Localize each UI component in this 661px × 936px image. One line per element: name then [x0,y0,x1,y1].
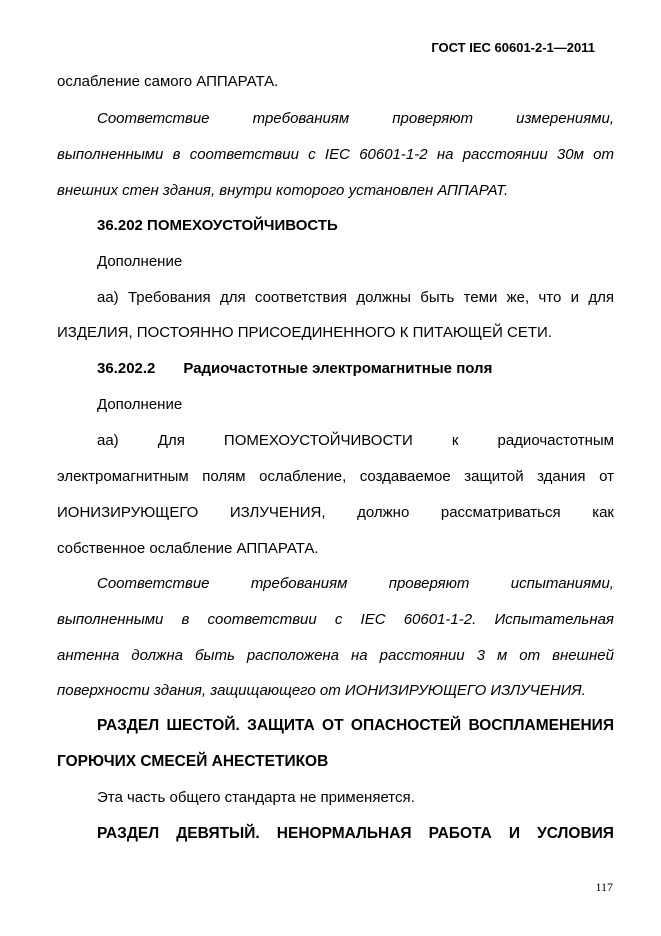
compliance-line [57,646,614,666]
word: Требования [127,289,211,306]
word: на [351,647,368,664]
word: расстоянии [379,647,465,664]
word: ШЕСТОЙ. [166,717,240,734]
word: ДЕВЯТЫЙ. [176,825,260,842]
word: требованиям [250,575,348,592]
word: что [538,289,562,306]
word: РАЗДЕЛ [97,717,160,734]
word: быть [420,289,455,306]
word: на [436,146,454,163]
word: м [496,647,508,664]
compliance-line [57,145,614,165]
word: ИЗЛУЧЕНИЯ, [229,504,326,521]
word: в [181,611,190,628]
part-heading: ГОРЮЧИХ СМЕСЕЙ АНЕСТЕТИКОВ [57,753,329,770]
word: с [334,611,343,628]
word: здания [537,468,586,485]
word: рассматриваться [440,504,561,521]
word: с [308,146,316,163]
word: электромагнитным [57,468,189,485]
word: быть [194,647,235,664]
compliance-line: поверхности здания, защищающего от ИОНИЗИРУЮЩЕГО ИЗЛУЧЕНИЯ. [57,682,586,699]
word: ослабление, [259,468,347,485]
word: радиочастотным [497,432,614,449]
word: РАБОТА [428,825,492,842]
compliance-line [97,109,614,129]
word: проверяют [388,575,470,592]
word: должны [356,289,411,306]
word: соответствии [207,611,317,628]
word: для [219,289,246,306]
word: IEC [324,146,350,163]
subsection-number: 36.202.2 [97,360,156,377]
word: антенна [57,647,120,664]
word: внешней [552,647,614,664]
body-line: Эта часть общего стандарта не применяется. [97,789,415,806]
word: от [599,468,614,485]
word: расположена [246,647,340,664]
body-line [57,467,614,487]
word: И [508,825,520,842]
word: ПОМЕХОУСТОЙЧИВОСТИ [223,432,413,449]
word: полям [202,468,246,485]
word: НЕНОРМАЛЬНАЯ [276,825,412,842]
body-line [97,288,614,308]
word: РАЗДЕЛ [97,825,160,842]
word: 30м [556,146,584,163]
word: ОТ [322,717,344,734]
word: от [593,146,614,163]
word: расстоянии [462,146,548,163]
word: испытаниями, [510,575,614,592]
addition-label: Дополнение [97,253,183,270]
word: соответствии [189,146,299,163]
word: соответствия [254,289,348,306]
compliance-line: внешних стен здания, внутри которого установлен АППАРАТ. [57,182,509,199]
word: выполненными [57,146,164,163]
compliance-line [97,574,614,594]
word: требованиям [252,110,350,127]
word: ЗАЩИТА [247,717,315,734]
word: же, [506,289,530,306]
section-heading: 36.202 ПОМЕХОУСТОЙЧИВОСТЬ [97,217,338,234]
page-number: 117 [595,880,613,894]
document-header: ГОСТ IEC 60601-2-1—2011 [431,40,595,55]
word: и [570,289,580,306]
word: аа) [97,289,119,306]
word: 60601-1-2 [359,146,428,163]
body-line [97,431,614,451]
word: для [588,289,614,306]
body-line: ИЗДЕЛИЯ, ПОСТОЯННО ПРИСОЕДИНЕННОГО К ПИТАЮЩЕЙ СЕТИ. [57,324,552,341]
addition-label: Дополнение [97,396,183,413]
subsection-title: Радиочастотные электромагнитные поля [183,360,493,377]
word: создаваемое [359,468,451,485]
word: должно [357,504,410,521]
word: защитой [464,468,524,485]
word: должна [131,647,183,664]
word: выполненными [57,611,164,628]
subsection-heading [97,359,614,379]
word: 60601-1-2. [403,611,477,628]
word: аа) [97,432,119,449]
word: ИОНИЗИРУЮЩЕГО [57,504,199,521]
word: УСЛОВИЯ [537,825,614,842]
word: теми [463,289,498,306]
compliance-line [57,610,614,630]
word: 3 [476,647,485,664]
word: Соответствие [97,110,210,127]
part-heading [97,716,614,736]
body-line: собственное ослабление АППАРАТА. [57,540,319,557]
word: ОПАСНОСТЕЙ [350,717,462,734]
word: к [451,432,459,449]
word: как [592,504,614,521]
word: измерениями, [516,110,614,127]
word: проверяют [392,110,474,127]
word: от [519,647,541,664]
word: Для [157,432,185,449]
word: Соответствие [97,575,210,592]
body-line: ослабление самого АППАРАТА. [57,73,279,90]
word: Испытательная [494,611,614,628]
word: в [172,146,181,163]
part-heading [97,824,614,844]
word: ВОСПЛАМЕНЕНИЯ [468,717,614,734]
body-line [57,503,614,523]
word: IEC [360,611,386,628]
